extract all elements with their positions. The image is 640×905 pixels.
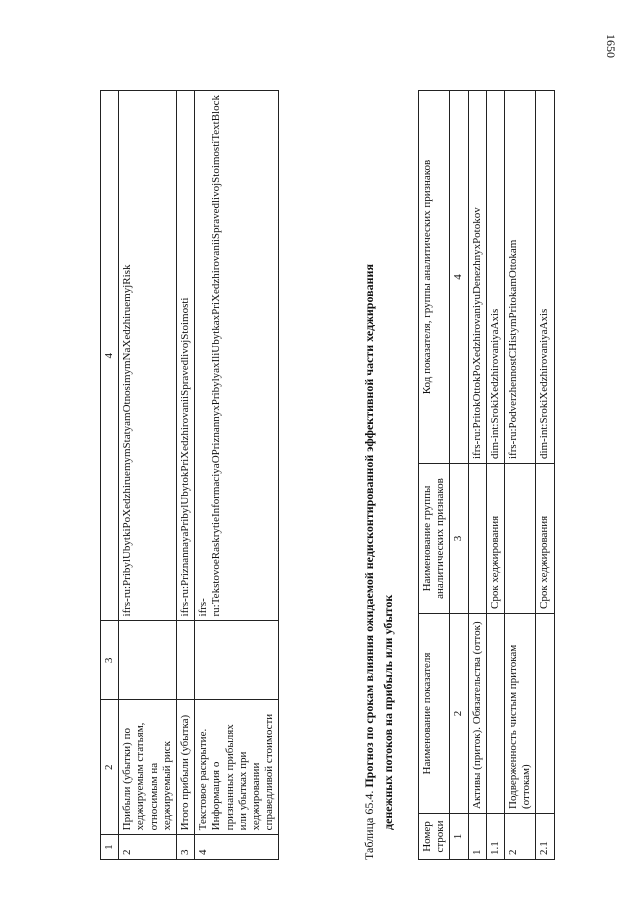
column-header: Наименование группы аналитических признаков: [419, 464, 450, 614]
indicator-code: ifrs-ru:PritokOttokPoXedzhirovaniyuDenezhnyxPotokov: [468, 91, 486, 464]
group-name: Срок хеджирования: [486, 464, 504, 614]
caption-prefix: Таблица 65.4.: [362, 790, 376, 860]
table-row: [468, 91, 486, 860]
column-number: 1: [450, 814, 468, 860]
continued-table: [100, 90, 279, 860]
indicator-code: ifrs-ru:PriznannayaPribylUbytokPriXedzhirovaniiSpravedlivojStoimosti: [176, 91, 194, 621]
indicator-code: ifrs-ru:PodverzhennostCHistymPritokamOttokam: [504, 91, 535, 464]
indicator-name: Подверженность чистым притокам (оттокам): [504, 614, 535, 814]
row-number: 4: [195, 835, 279, 860]
indicator-name: Текстовое раскрытие. Информация о признанных прибылях или убытках при хеджировании справедливой стоимости: [195, 700, 279, 835]
group-name: [119, 621, 177, 700]
table-header-number-row: [450, 91, 468, 860]
group-name: [195, 621, 279, 700]
table-row: [176, 91, 194, 860]
forecast-table: [418, 90, 555, 860]
row-number: 2: [504, 814, 535, 860]
column-number: 2: [450, 614, 468, 814]
indicator-code: ifrs-ru:TekstovoeRaskrytieInformaciyaOPriznannyxPribylyaxIliUbytkaxPriXedzhirovaniiSpravedlivojStoimostiTextBlock: [195, 91, 279, 621]
row-number: 2.1: [536, 814, 554, 860]
table-row: [504, 91, 535, 860]
indicator-name: [486, 614, 504, 814]
row-number: 1.1: [486, 814, 504, 860]
page-number: 1650: [604, 34, 618, 58]
column-number: 3: [450, 464, 468, 614]
group-name: Срок хеджирования: [536, 464, 554, 614]
group-name: [468, 464, 486, 614]
indicator-code: ifrs-ru:PribylUbytkiPoXedzhiruemymStatyamOtnosimymNaXedzhiruemyjRisk: [119, 91, 177, 621]
column-number: 2: [101, 700, 119, 835]
table-header-row: [101, 91, 119, 860]
row-number: 1: [468, 814, 486, 860]
indicator-code: dim-int:SrokiXedzhirovaniyaAxis: [486, 91, 504, 464]
group-name: [176, 621, 194, 700]
column-number: 1: [101, 835, 119, 860]
indicator-name: [536, 614, 554, 814]
column-header: Номер строки: [419, 814, 450, 860]
table-row: [119, 91, 177, 860]
table-row: [536, 91, 554, 860]
indicator-name: Итого прибыли (убытка): [176, 700, 194, 835]
group-name: [504, 464, 535, 614]
caption-title-continued: денежных потоков на прибыль или убыток: [381, 594, 395, 830]
indicator-name: Активы (приток). Обязательства (отток): [468, 614, 486, 814]
table-row: [195, 91, 279, 860]
indicator-code: dim-int:SrokiXedzhirovaniyaAxis: [536, 91, 554, 464]
rotated-page-content: [100, 60, 640, 860]
column-header: Код показателя, группы аналитических признаков: [419, 91, 450, 464]
table-row: [486, 91, 504, 860]
row-number: 3: [176, 835, 194, 860]
column-header: Наименование показателя: [419, 614, 450, 814]
indicator-name: Прибыли (убытки) по хеджируемым статьям, относимым на хеджируемый риск: [119, 700, 177, 835]
column-number: 4: [101, 91, 119, 621]
caption-title: Прогноз по срокам влияния ожидаемой недисконтированной эффективной части хеджирования: [362, 264, 376, 788]
column-number: 3: [101, 621, 119, 700]
row-number: 2: [119, 835, 177, 860]
column-number: 4: [450, 91, 468, 464]
table-header-row: [419, 91, 450, 860]
table-caption: [362, 90, 396, 860]
